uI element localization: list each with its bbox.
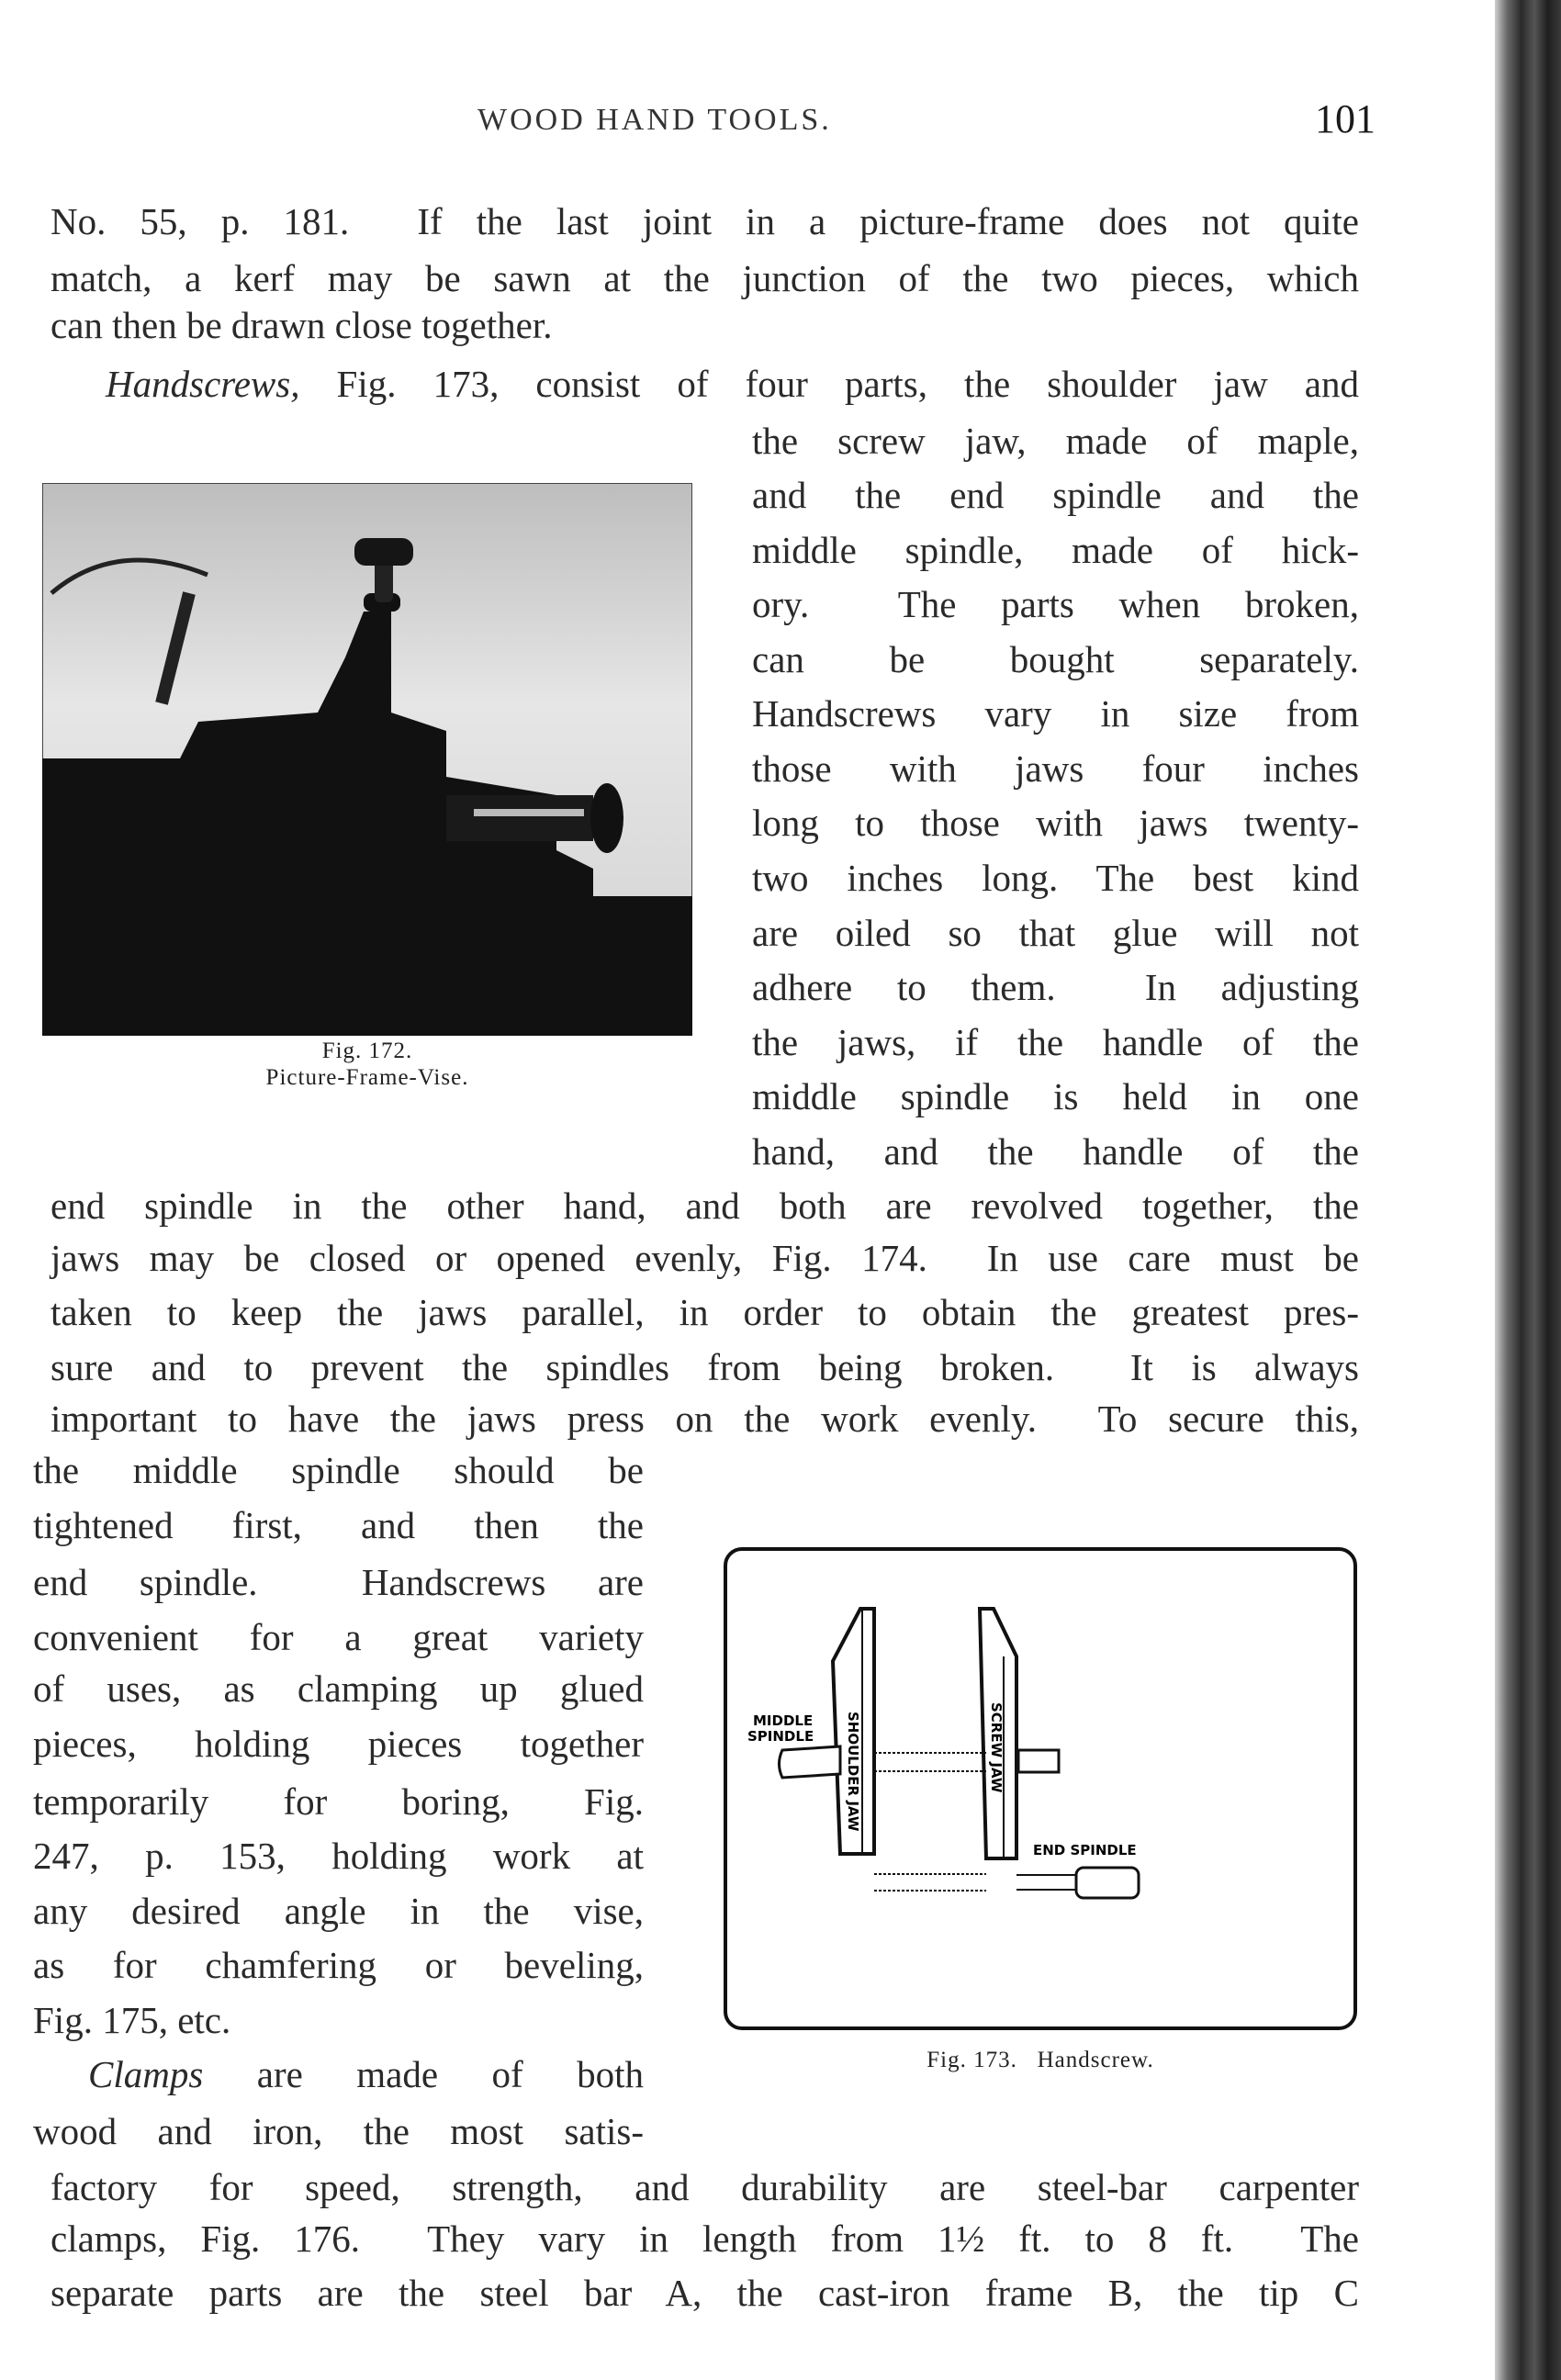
line-text: sure and to prevent the spindles from being broken. It is always <box>51 1346 1359 1388</box>
text-line <box>33 1447 644 1493</box>
line-text: long to those with jaws twenty- <box>752 802 1359 844</box>
text-line <box>33 1666 644 1712</box>
fig-172-number: Fig. 172. <box>321 1038 413 1063</box>
text-line <box>33 1888 644 1934</box>
line-text: Fig. 175, etc. <box>33 1999 231 2041</box>
text-line <box>752 472 1359 518</box>
italic-term: Clamps <box>88 2053 204 2095</box>
line-text: Fig. 173, consist of four parts, the shoulder jaw and <box>299 363 1359 405</box>
line-text: middle spindle is held in one <box>752 1075 1359 1117</box>
line-text: end spindle in the other hand, and both are revolved together, the <box>51 1184 1359 1227</box>
text-line <box>33 1559 644 1605</box>
line-text: Handscrews vary in size from <box>752 692 1359 735</box>
fig-173-caption: Fig. 173. Handscrew. <box>926 2048 1154 2072</box>
line-text: two inches long. The best kind <box>752 857 1359 899</box>
text-line <box>51 255 1359 301</box>
fig-172-photo <box>42 483 692 1036</box>
text-line <box>752 581 1359 627</box>
line-text: the middle spindle should be <box>33 1449 644 1491</box>
italic-term: Handscrews, <box>106 363 300 405</box>
line-text: jaws may be closed or opened evenly, Fig. 174. In use care must be <box>51 1237 1359 1279</box>
label-middle-spindle-2: SPINDLE <box>747 1728 814 1745</box>
line-text: important to have the jaws press on the work evenly. To secure this, <box>51 1398 1359 1440</box>
fig-173-handscrew-diagram <box>723 1546 1358 2031</box>
text-line <box>752 690 1359 736</box>
page-number: 101 <box>1315 96 1376 141</box>
text-line <box>33 1721 644 1767</box>
text-line <box>51 1289 1359 1335</box>
line-text: any desired angle in the vise, <box>33 1890 644 1932</box>
line-text: are oiled so that glue will not <box>752 912 1359 954</box>
text-line <box>33 2108 644 2154</box>
line-text: wood and iron, the most satis- <box>33 2110 644 2152</box>
text-line <box>752 1073 1359 1119</box>
line-text: are made of both <box>203 2053 644 2095</box>
line-text: the screw jaw, made of maple, <box>752 420 1359 462</box>
line-text: factory for speed, strength, and durability are steel-bar carpenter <box>51 2166 1359 2208</box>
text-line <box>33 1502 644 1548</box>
text-line <box>51 1344 1359 1390</box>
line-text: match, a kerf may be sawn at the junction of the two pieces, which <box>51 257 1359 299</box>
line-text: convenient for a great variety <box>33 1616 644 1658</box>
line-text: those with jaws four inches <box>752 747 1359 790</box>
text-line <box>51 2216 1359 2262</box>
line-text: can be bought separately. <box>752 638 1359 680</box>
text-line <box>106 361 1359 407</box>
text-line <box>51 198 1359 244</box>
label-screw-jaw: SCREW JAW <box>988 1702 1005 1793</box>
line-text: ory. The parts when broken, <box>752 583 1359 625</box>
text-line <box>752 964 1359 1010</box>
text-line <box>752 855 1359 901</box>
line-text: 247, p. 153, holding work at <box>33 1835 644 1877</box>
line-text: hand, and the handle of the <box>752 1130 1359 1173</box>
line-text: as for chamfering or beveling, <box>33 1944 644 1986</box>
text-line <box>33 1942 644 1988</box>
text-line <box>752 527 1359 573</box>
middle-spindle-handle <box>780 1746 841 1778</box>
line-text: the jaws, if the handle of the <box>752 1021 1359 1063</box>
line-text: temporarily for boring, Fig. <box>33 1780 644 1823</box>
text-line <box>33 1614 644 1660</box>
text-line <box>51 1396 1359 1442</box>
line-text: middle spindle, made of hick- <box>752 529 1359 571</box>
book-edge <box>1495 0 1561 2380</box>
line-text: end spindle. Handscrews are <box>33 1561 644 1603</box>
line-text: adhere to them. In adjusting <box>752 966 1359 1008</box>
running-title: WOOD HAND TOOLS. <box>477 103 832 137</box>
text-line <box>33 1997 644 2043</box>
text-line <box>51 302 1359 348</box>
line-text: clamps, Fig. 176. They vary in length from 1½ ft. to 8 ft. The <box>51 2217 1359 2260</box>
line-text: and the end spindle and the <box>752 474 1359 516</box>
line-text: pieces, holding pieces together <box>33 1723 644 1765</box>
text-line <box>51 2164 1359 2210</box>
line-text: tightened first, and then the <box>33 1504 644 1546</box>
text-line <box>752 746 1359 791</box>
line-text: No. 55, p. 181. If the last joint in a picture-frame does not quite <box>51 200 1359 242</box>
text-line <box>752 800 1359 846</box>
text-line <box>33 1779 644 1824</box>
line-text: separate parts are the steel bar A, the cast-iron frame B, the tip C <box>51 2272 1359 2314</box>
text-line <box>752 636 1359 682</box>
text-line <box>33 1833 644 1879</box>
text-line <box>88 2051 644 2097</box>
text-line <box>51 1235 1359 1281</box>
text-line <box>51 1183 1359 1229</box>
text-line <box>51 2270 1359 2316</box>
line-text: taken to keep the jaws parallel, in order to obtain the greatest pres- <box>51 1291 1359 1333</box>
label-shoulder-jaw: SHOULDER JAW <box>845 1712 861 1832</box>
line-text: of uses, as clamping up glued <box>33 1667 644 1710</box>
label-end-spindle: END SPINDLE <box>1033 1842 1137 1858</box>
text-line <box>752 418 1359 464</box>
text-line <box>752 1019 1359 1065</box>
text-line <box>752 910 1359 956</box>
end-spindle-handle <box>1076 1868 1139 1898</box>
label-middle-spindle: MIDDLE <box>753 1712 814 1729</box>
fig-172-caption: Picture-Frame-Vise. <box>265 1065 469 1090</box>
line-text: can then be drawn close together. <box>51 304 553 346</box>
text-line <box>752 1128 1359 1174</box>
